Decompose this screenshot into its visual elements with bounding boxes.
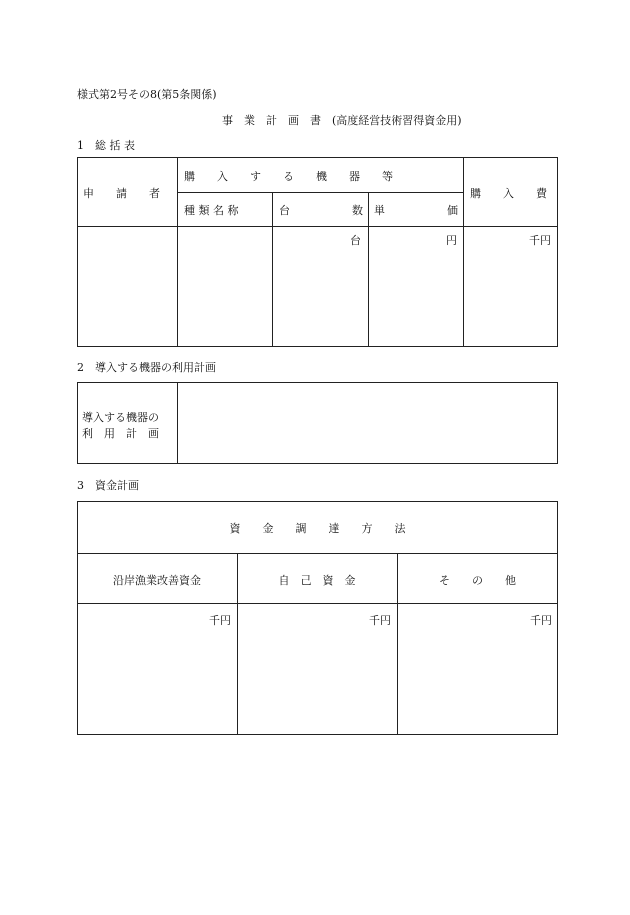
coastal-fishery-fund-unit: 千円 <box>209 614 231 627</box>
own-funds-unit: 千円 <box>369 614 391 627</box>
funding-table-divider <box>77 553 558 554</box>
document-title: 事 業 計 画 書 (高度経営技術習得資金用) <box>222 114 462 127</box>
usage-plan-label-line2: 利 用 計 画 <box>82 427 159 440</box>
unit-price-label-left: 単 <box>374 204 385 217</box>
applicant-label: 申 請 者 <box>83 187 160 200</box>
price-unit: 円 <box>446 234 457 247</box>
coastal-fishery-fund-label: 沿岸漁業改善資金 <box>113 574 201 587</box>
summary-table-divider <box>463 157 464 347</box>
section1-heading: 1 総 括 表 <box>77 139 135 152</box>
summary-table-divider <box>177 157 178 347</box>
quantity-unit: 台 <box>350 234 361 247</box>
own-funds-label: 自 己 資 金 <box>278 574 356 587</box>
usage-plan-label-line1: 導入する機器の <box>82 411 159 424</box>
summary-table-divider <box>368 192 369 347</box>
quantity-label-left: 台 <box>279 204 290 217</box>
section2-heading: 2 導入する機器の利用計画 <box>77 361 216 374</box>
summary-table-divider <box>272 192 273 347</box>
funding-method-header: 資 金 調 達 方 法 <box>229 522 406 535</box>
section3-heading: 3 資金計画 <box>77 479 139 492</box>
usage-plan-divider <box>177 382 178 464</box>
other-funds-unit: 千円 <box>530 614 552 627</box>
other-funds-label: そ の 他 <box>439 574 516 587</box>
cost-unit: 千円 <box>529 234 551 247</box>
equipment-header: 購 入 す る 機 器 等 <box>184 170 393 183</box>
purchase-cost-label: 購 入 費 <box>470 187 547 200</box>
funding-table-divider <box>77 603 558 604</box>
form-number: 様式第2号その8(第5条関係) <box>77 88 217 101</box>
summary-table-divider <box>177 192 463 193</box>
unit-price-label-right: 価 <box>447 204 458 217</box>
type-name-label: 種 類 名 称 <box>184 204 239 217</box>
quantity-label-right: 数 <box>352 204 363 217</box>
summary-table-divider <box>77 226 558 227</box>
